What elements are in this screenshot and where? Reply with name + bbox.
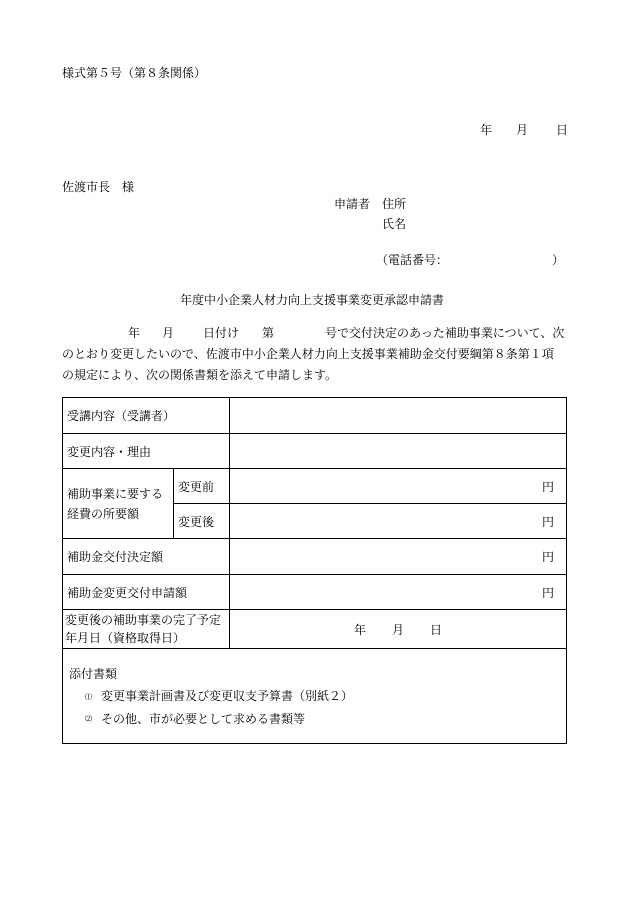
date-year-label: 年	[480, 123, 493, 137]
after-label: 変更後	[174, 504, 230, 539]
decision-amount-label: 補助金交付決定額	[63, 539, 230, 575]
completion-date-field[interactable]	[230, 610, 567, 649]
attachment-item	[69, 708, 560, 731]
body-line-3: の規定により、次の関係書類を添えて申請します。	[62, 368, 338, 382]
completion-date-label: 変更後の補助事業の完了予定年月日（資格取得日）	[63, 610, 230, 649]
body-dated: 日付け	[203, 326, 240, 340]
phone-close-paren: ）	[552, 253, 565, 267]
attachment-item	[69, 685, 560, 708]
course-content-label: 受講内容（受講者）	[63, 398, 230, 434]
change-request-amount-label: 補助金変更交付申請額	[63, 575, 230, 610]
completion-year: 年	[353, 622, 366, 637]
form-number: 様式第５号（第８条関係）	[62, 66, 207, 80]
phone-label: （電話番号：	[376, 253, 449, 267]
attachments-heading: 添付書類	[69, 667, 118, 681]
applicant-name-label: 氏名	[382, 217, 407, 231]
attachments-cell	[63, 649, 567, 744]
completion-day: 日	[430, 622, 443, 637]
change-content-label: 変更内容・理由	[63, 434, 230, 469]
after-amount-field[interactable]: 円	[230, 504, 567, 539]
date-month-label: 月	[516, 123, 529, 137]
body-line-2: のとおり変更したいので、佐渡市中小企業人材力向上支援事業補助金交付要綱第８条第１項	[62, 347, 554, 361]
change-content-field[interactable]	[230, 434, 567, 469]
completion-month: 月	[392, 622, 405, 637]
before-amount-field[interactable]: 円	[230, 469, 567, 504]
decision-amount-field[interactable]: 円	[230, 539, 567, 575]
application-table	[62, 397, 567, 744]
change-request-amount-field[interactable]: 円	[230, 575, 567, 610]
required-cost-label: 補助事業に要する経費の所要額	[63, 469, 174, 539]
before-label: 変更前	[174, 469, 230, 504]
attachment-text: その他、市が必要として求める書類等	[101, 711, 306, 726]
attachment-text: 変更事業計画書及び変更収支予算書（別紙２）	[101, 689, 354, 703]
addressee: 佐渡市長 様	[62, 180, 135, 194]
body-month: 月	[162, 326, 175, 340]
body-dai: 第	[262, 326, 275, 340]
attachment-number: ⑵	[85, 715, 92, 723]
body-rest: 号で交付決定のあった補助事業について、次	[325, 326, 565, 340]
course-content-field[interactable]	[230, 398, 567, 434]
date-day-label: 日	[556, 123, 569, 137]
body-year: 年	[128, 326, 141, 340]
document-title: 年度中小企業人材力向上支援事業変更承認申請書	[180, 293, 445, 307]
attachment-number: ⑴	[85, 692, 92, 701]
applicant-address-label: 申請者 住所	[334, 197, 407, 211]
